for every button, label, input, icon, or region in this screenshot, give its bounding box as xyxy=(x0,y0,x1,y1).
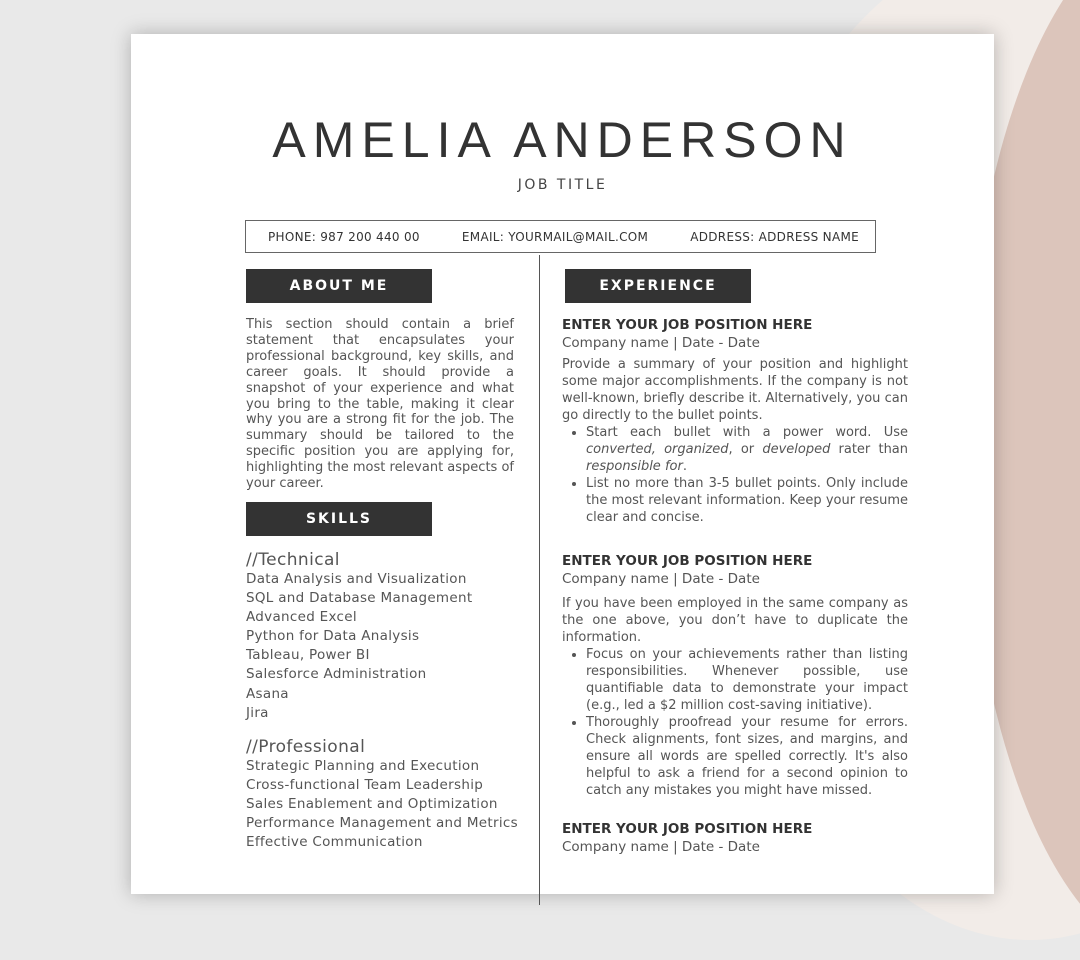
job-description: If you have been employed in the same company as the one above, you don’t have to duplicate the information. xyxy=(562,596,908,645)
resume-page xyxy=(131,34,994,894)
skill-item: SQL and Database Management xyxy=(246,590,473,607)
contact-phone: PHONE: 987 200 440 00 xyxy=(268,229,420,244)
contact-address: ADDRESS: ADDRESS NAME xyxy=(690,229,859,244)
skill-group-title: //Professional xyxy=(246,736,366,757)
skill-item: Sales Enablement and Optimization xyxy=(246,795,498,812)
candidate-name: AMELIA ANDERSON xyxy=(272,112,853,168)
skill-item: Advanced Excel xyxy=(246,609,357,626)
job-company-date: Company name | Date - Date xyxy=(562,571,760,587)
about-text: This section should contain a brief statement that encapsulates your professional background, key skills, and career goals. It should provide a snapshot of your experience and what you bring to the table, making it clear why you are a strong fit for the job. The summary should be tailored to the specific position you are applying for, highlighting the most relevant aspects of your career. xyxy=(246,317,514,492)
contact-bar xyxy=(245,220,876,253)
skill-group-title: //Technical xyxy=(246,550,340,570)
job-bullet-list xyxy=(562,424,908,526)
job-entry xyxy=(562,316,908,526)
professional-skill-list xyxy=(246,757,526,852)
job-company-date: Company name | Date - Date xyxy=(562,335,760,351)
experience-heading: EXPERIENCE xyxy=(565,269,751,303)
skill-item: Tableau, Power BI xyxy=(246,647,370,664)
job-bullet: • Start each bullet with a power word. Use converted, organized, or developed rater than responsible for. xyxy=(586,424,908,475)
job-position: ENTER YOUR JOB POSITION HERE xyxy=(562,553,813,569)
job-position: ENTER YOUR JOB POSITION HERE xyxy=(562,317,813,333)
technical-skill-list xyxy=(246,570,526,723)
skills-section xyxy=(246,550,526,852)
job-bullet: • Thoroughly proofread your resume for errors. Check alignments, font sizes, and margins, and ensure all words are spelled correctly. It's also helpful to ask a friend for a second opinion to catch any mistakes you might have missed. xyxy=(586,714,908,799)
job-bullet-list xyxy=(562,646,908,799)
skill-item: Asana xyxy=(246,685,289,702)
about-heading: ABOUT ME xyxy=(246,269,432,303)
skill-item: Strategic Planning and Execution xyxy=(246,757,480,774)
contact-email: EMAIL: YOURMAIL@MAIL.COM xyxy=(461,229,649,244)
job-company-date: Company name | Date - Date xyxy=(562,839,760,855)
job-bullet: • List no more than 3-5 bullet points. Only include the most relevant information. Keep your resume clear and concise. xyxy=(586,475,908,526)
skill-item: Cross-functional Team Leadership xyxy=(246,776,484,793)
skill-item: Data Analysis and Visualization xyxy=(246,571,467,587)
job-title: JOB TITLE xyxy=(517,177,608,193)
skill-item: Effective Communication xyxy=(246,834,423,851)
skill-item: Jira xyxy=(246,704,269,721)
job-position: ENTER YOUR JOB POSITION HERE xyxy=(562,821,813,837)
job-bullet: • Focus on your achievements rather than listing responsibilities. Whenever possible, use quantifiable data to demonstrate your impact (e.g., led a $2 million cost-saving initiative). xyxy=(586,646,908,714)
job-description: Provide a summary of your position and highlight some major accomplishments. If the company is not well-known, briefly describe it. Alternatively, you can go directly to the bullet points. xyxy=(562,357,908,423)
skills-heading: SKILLS xyxy=(246,502,432,536)
skill-item: Performance Management and Metrics xyxy=(246,815,518,832)
skill-item: Salesforce Administration xyxy=(246,666,427,683)
skill-item: Python for Data Analysis xyxy=(246,628,420,645)
job-entry xyxy=(562,552,908,799)
job-entry xyxy=(562,820,908,856)
column-divider xyxy=(539,255,540,905)
